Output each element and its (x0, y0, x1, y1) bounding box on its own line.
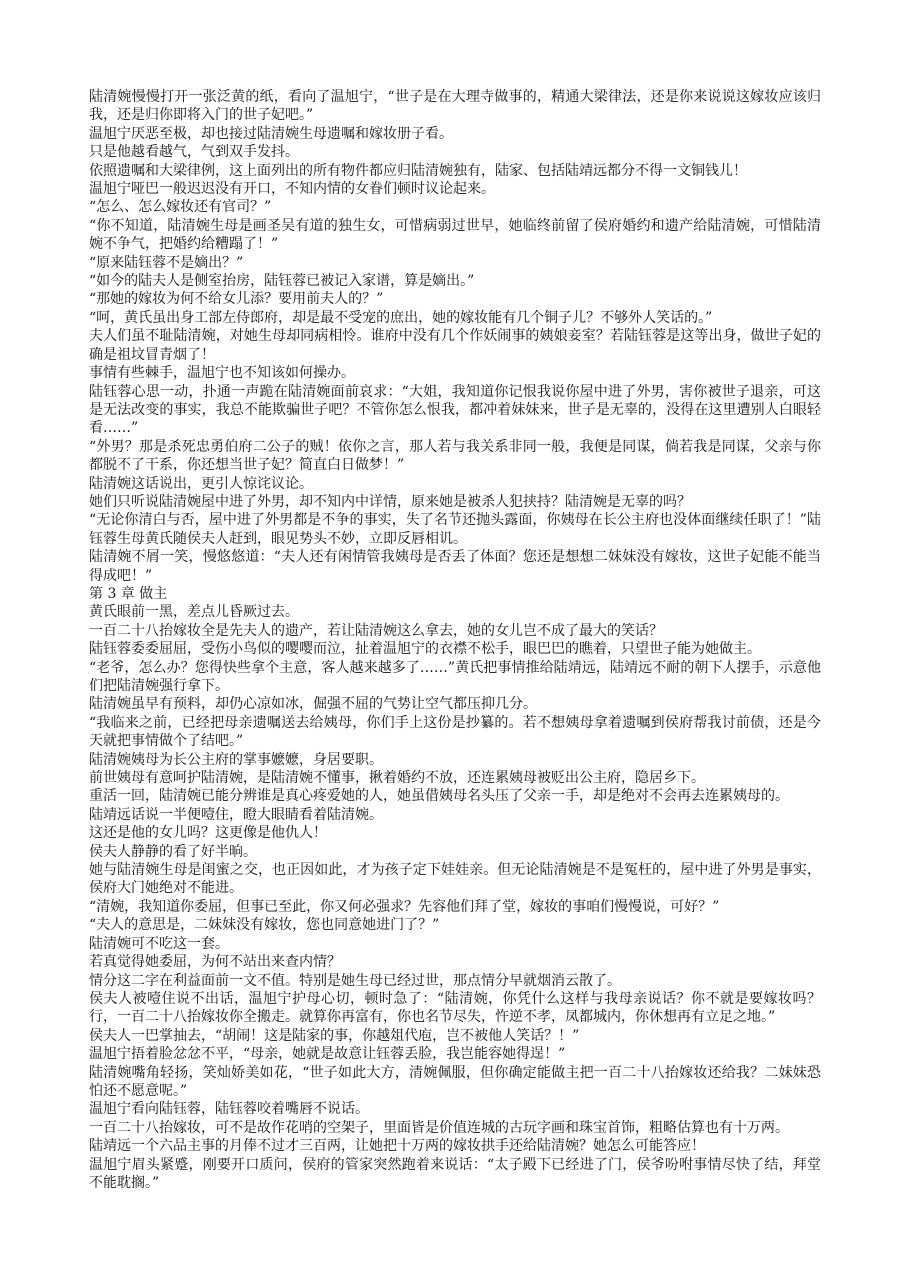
paragraph: “夫人的意思是，二妹妹没有嫁妆，您也同意她进门了？” (89, 917, 440, 934)
paragraph: 黄氏眼前一黑，差点儿昏厥过去。 (89, 604, 299, 621)
paragraph: 陆靖远话说一半便噎住，瞪大眼睛看着陆清婉。 (89, 806, 383, 823)
paragraph: 陆清婉慢慢打开一张泛黄的纸，看向了温旭宁，“世子是在大理寺做事的，精通大梁律法，还是你来说说这嫁妆应该归我，还是归你即将入门的世子妃吧。” (89, 89, 821, 124)
paragraph: 侯夫人静静的看了好半晌。 (89, 843, 257, 860)
paragraph: 温旭宁眉头紧蹙，刚要开口质问，侯府的管家突然跑着来说话：“太子殿下已经进了门，侯爷吩咐事情尽快了结，拜堂不能耽搁。” (89, 1156, 821, 1191)
paragraph: “外男？那是杀死忠勇伯府二公子的贼！依你之言，那人若与我关系非同一般，我便是同谋，倘若我是同谋，父亲与你都脱不了干系，你还想当世子妃？简直白日做梦！” (89, 438, 821, 474)
document-page (89, 88, 821, 1192)
paragraph: 陆清婉嘴角轻扬，笑灿娇美如花，“世子如此大方，清婉佩服，但你确定能做主把一百二十八抬嫁妆还给我？二妹妹恐怕还不愿意呢。” (89, 1064, 821, 1099)
paragraph: 重活一回，陆清婉已能分辨谁是真心疼爱她的人，她虽借姨母名头压了父亲一手，却是绝对不会再去连累姨母的。 (89, 788, 789, 805)
paragraph: 侯夫人一巴掌抽去，“胡闹！这是陆家的事，你越俎代庖，岂不被他人笑话？！” (89, 1027, 580, 1044)
paragraph: 她与陆清婉生母是闺蜜之交，也正因如此，才为孩子定下娃娃亲。但无论陆清婉是不是冤枉的，屋中进了外男是事实，侯府大门她绝对不能进。 (89, 862, 821, 897)
paragraph: 温旭宁哑巴一般迟迟没有开口，不知内情的女眷们顿时议论起来。 (89, 181, 495, 198)
paragraph: 前世姨母有意呵护陆清婉，是陆清婉不懂事，揪着婚约不放，还连累姨母被贬出公主府，隐居乡下。 (89, 770, 705, 787)
paragraph: 温旭宁厌恶至极，却也接过陆清婉生母遗嘱和嫁妆册子看。 (89, 125, 453, 142)
paragraph: 陆清婉不屑一笑，慢悠悠道：“夫人还有闲情管我姨母是否丢了体面？您还是想想二妹妹没有嫁妆，这世子妃能不能当得成吧！” (89, 549, 821, 584)
paragraph: 温旭宁看向陆钰蓉，陆钰蓉咬着嘴唇不说话。 (89, 1101, 369, 1118)
paragraph: “我临来之前，已经把母亲遗嘱送去给姨母，你们手上这份是抄纂的。若不想姨母拿着遗嘱到侯府帮我讨前债，还是今天就把事情做个了结吧。” (89, 714, 821, 750)
paragraph: 陆清婉虽早有预料，却仍心凉如冰，倔强不屈的气势让空气都压抑几分。 (89, 696, 537, 713)
paragraph: 陆钰蓉心思一动，扑通一声跪在陆清婉面前哀求：“大姐，我知道你记恨我说你屋中进了外男，害你被世子退亲，可这是无法改变的事实，我总不能欺骗世子吧？不管你怎么恨我，都冲着妹妹来，世子是无辜的，没得在这里遭别人白眼轻看……” (89, 383, 821, 437)
paragraph: 依照遗嘱和大梁律例，这上面列出的所有物件都应归陆清婉独有，陆家、包括陆靖远都分不得一文铜钱儿！ (89, 162, 747, 179)
paragraph: “无论你清白与否，屋中进了外男都是不争的事实，失了名节还抛头露面，你姨母在长公主府也没体面继续任职了！”陆钰蓉生母黄氏随侯夫人赶到，眼见势头不妙，立即反唇相讥。 (89, 512, 821, 547)
paragraph: “你不知道，陆清婉生母是画圣吴有道的独生女，可惜病弱过世早，她临终前留了侯府婚约和遗产给陆清婉，可惜陆清婉不争气，把婚约给糟蹋了！” (89, 217, 821, 253)
paragraph: 陆钰蓉委委屈屈，受伤小鸟似的嘤嘤而泣，扯着温旭宁的衣襟不松手，眼巴巴的瞧着，只望世子能为她做主。 (89, 641, 761, 658)
paragraph: 只是他越看越气，气到双手发抖。 (89, 144, 299, 161)
paragraph: 一百二十八抬嫁妆全是先夫人的遗产，若让陆清婉这么拿去，她的女儿岂不成了最大的笑话？ (89, 622, 663, 639)
paragraph: 侯夫人被噎住说不出话，温旭宁护母心切，顿时急了：“陆清婉，你凭什么这样与我母亲说话？你不就是要嫁妆吗？行，一百二十八抬嫁妆你全搬走。就算你再富有，你也名节尽失，忤逆不孝，凤都城内，你休想再有立足之地。” (89, 990, 821, 1026)
paragraph: 夫人们虽不耻陆清婉，对她生母却同病相怜。谁府中没有几个作妖闹事的姨娘妾室？若陆钰蓉是这等出身，做世子妃的确是祖坟冒青烟了！ (89, 328, 821, 363)
paragraph: “老爷，怎么办？您得快些拿个主意，客人越来越多了……”黄氏把事情推给陆靖远，陆靖远不耐的朝下人摆手，示意他们把陆清婉强行拿下。 (89, 659, 821, 694)
paragraph: 这还是他的女儿吗？这更像是他仇人！ (89, 825, 327, 842)
paragraph: “清婉，我知道你委屈，但事已至此，你又何必强求？先容他们拜了堂，嫁妆的事咱们慢慢说，可好？” (89, 898, 720, 915)
chapter-heading: 第 3 章 做主 (89, 585, 168, 602)
paragraph: “原来陆钰蓉不是嫡出？” (89, 254, 244, 271)
paragraph: 陆靖远一个六品主事的月俸不过才三百两，让她把十万两的嫁妆拱手还给陆清婉？她怎么可能答应！ (89, 1138, 705, 1155)
paragraph: “那她的嫁妆为何不给女儿添？要用前夫人的？” (89, 291, 384, 308)
paragraph: “如今的陆夫人是侧室抬房，陆钰蓉已被记入家谱，算是嫡出。” (89, 273, 475, 290)
paragraph: 陆清婉这话说出，更引人惊诧议论。 (89, 475, 313, 492)
paragraph: 她们只听说陆清婉屋中进了外男，却不知内中详情，原来她是被杀人犯挟持？陆清婉是无辜的吗？ (89, 493, 691, 510)
paragraph: 一百二十八抬嫁妆，可不是故作花哨的空架子，里面皆是价值连城的古玩字画和珠宝首饰，粗略估算也有十万两。 (89, 1119, 789, 1136)
paragraph: “怎么、怎么嫁妆还有官司？” (89, 199, 272, 216)
paragraph: “呵，黄氏虽出身工部左侍郎府，却是最不受宠的庶出，她的嫁妆能有几个铜子儿？不够外人笑话的。” (89, 309, 713, 326)
paragraph: 事情有些棘手，温旭宁也不知该如何操办。 (89, 365, 355, 382)
paragraph: 情分这二字在利益面前一文不值。特别是她生母已经过世，那点情分早就烟消云散了。 (89, 972, 621, 989)
paragraph: 陆清婉姨母为长公主府的掌事嬷嬷，身居要职。 (89, 751, 383, 768)
paragraph: 若真觉得她委屈，为何不站出来查内情？ (89, 954, 341, 971)
paragraph: 陆清婉可不吃这一套。 (89, 935, 229, 952)
paragraph: 温旭宁捂着脸忿忿不平，“母亲，她就是故意让钰蓉丢脸，我岂能容她得逞！” (89, 1046, 566, 1063)
